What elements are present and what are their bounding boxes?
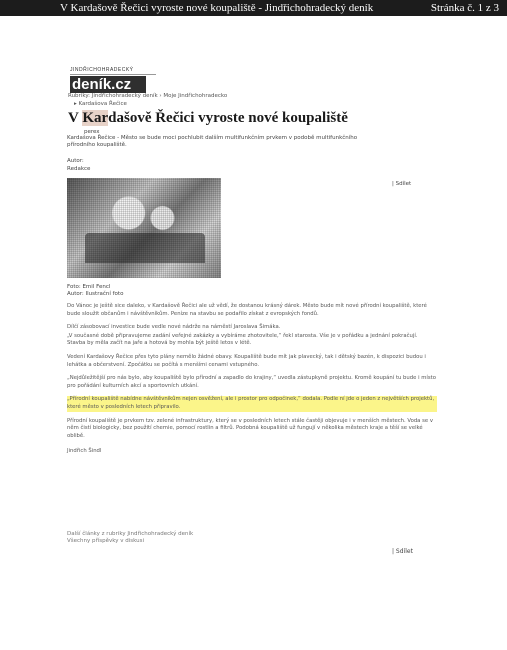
logo-main-text: deník.cz <box>70 76 146 93</box>
article-signature: Jindřich Šindl <box>67 448 102 455</box>
share-link[interactable]: | Sdílet <box>392 181 412 187</box>
article-perex: Kardašova Řečice - Město se bude moci pochlubit dalším multifunkčním prvkem v podobě multifunkčního přírodního koupaliště. <box>67 135 358 148</box>
photo-dither <box>67 178 221 278</box>
paragraph: Přírodní koupaliště je prvkem tzv. zelené infrastruktury, který se v posledních letech stále častěji objevuje i v menších městech. Voda se v něm čistí biologicky, bez použití chemie, pomocí rostlin a filtrů. Podobná koupaliště už fungují v několika městech kraje a těší se velké oblibě. <box>67 417 433 439</box>
breadcrumb[interactable]: Rubriky: Jindřichohradecký deník › Moje Jindřichohradecko <box>68 93 228 99</box>
paragraph: Dílčí zásobovací investice bude vedle nové nádrže na náměstí Jaroslava Šimáka. <box>67 324 281 331</box>
perex-label: perex <box>84 129 100 135</box>
headline-rest: dašově Řečici vyroste nové koupaliště <box>108 110 348 126</box>
bottom-share-link[interactable]: | Sdílet <box>392 548 413 555</box>
page-title: V Kardašově Řečici vyroste nové koupaliště - Jindřichohradecký deník <box>60 2 374 14</box>
paragraph: „V současné době připravujeme zadání veřejné zakázky a vybíráme zhotovitele,“ řekl starosta. Vše je v pořádku a jednání pokračují. Stavba by měla začít na jaře a hotová by mohla být ještě letos v létě. <box>67 332 418 347</box>
page-indicator: Stránka č. 1 z 3 <box>430 2 499 14</box>
author-label: Autor: <box>67 158 84 164</box>
headline-highlight: Kar <box>82 110 109 126</box>
site-logo[interactable] <box>70 67 156 93</box>
article-photo <box>67 178 221 278</box>
article-body <box>67 303 437 456</box>
paragraph: Do Vánoc je ještě sice daleko, v Kardašově Řečici ale už vědí, že dostanou krásný dárek. Město bude mít nové přírodní koupaliště, které bude sloužit občanům i návštěvníkům. Peníze na stavbu se podařilo získat z evropských fondů. <box>67 303 427 317</box>
headline-prefix: V <box>68 110 83 126</box>
print-header-bar <box>0 0 507 16</box>
footer-link-1[interactable]: Další články z rubriky Jindřichohradecký deník <box>67 531 194 537</box>
photo-caption: Foto: Emil Fencl <box>67 284 111 290</box>
highlighted-paragraph: „Přírodní koupaliště nabídne návštěvníkům nejen osvěžení, ale i prostor pro odpočinek,“ dodala. Podle ní jde o jeden z největších projektů, které město v posledních letech připravilo. <box>67 396 437 411</box>
photo-author: Autor: Ilustrační foto <box>67 291 124 297</box>
logo-strip-text: JINDŘICHOHRADECKÝ <box>70 67 156 75</box>
paragraph: Vedení Kardašovy Řečice přes tyto plány nemělo žádné obavy. Koupaliště bude mít jak plavecký, tak i dětský bazén, k dispozici budou i lehátka a občerstvení. Zpočátku se počítá s menšími cenami vstupného. <box>67 353 426 368</box>
sub-breadcrumb[interactable]: ▸ Kardašova Řečice <box>74 101 127 107</box>
article-headline <box>68 110 348 127</box>
paragraph: „Nejdůležitější pro nás bylo, aby koupaliště bylo přírodní a zapadlo do krajiny,“ uvedla zástupkyně projektu. Kromě koupání tu bude i místo pro pořádání kulturních akcí a sportovních utkání. <box>67 375 436 389</box>
author-name: Redakce <box>67 166 91 172</box>
footer-link-2[interactable]: Všechny příspěvky v diskusi <box>67 538 145 544</box>
